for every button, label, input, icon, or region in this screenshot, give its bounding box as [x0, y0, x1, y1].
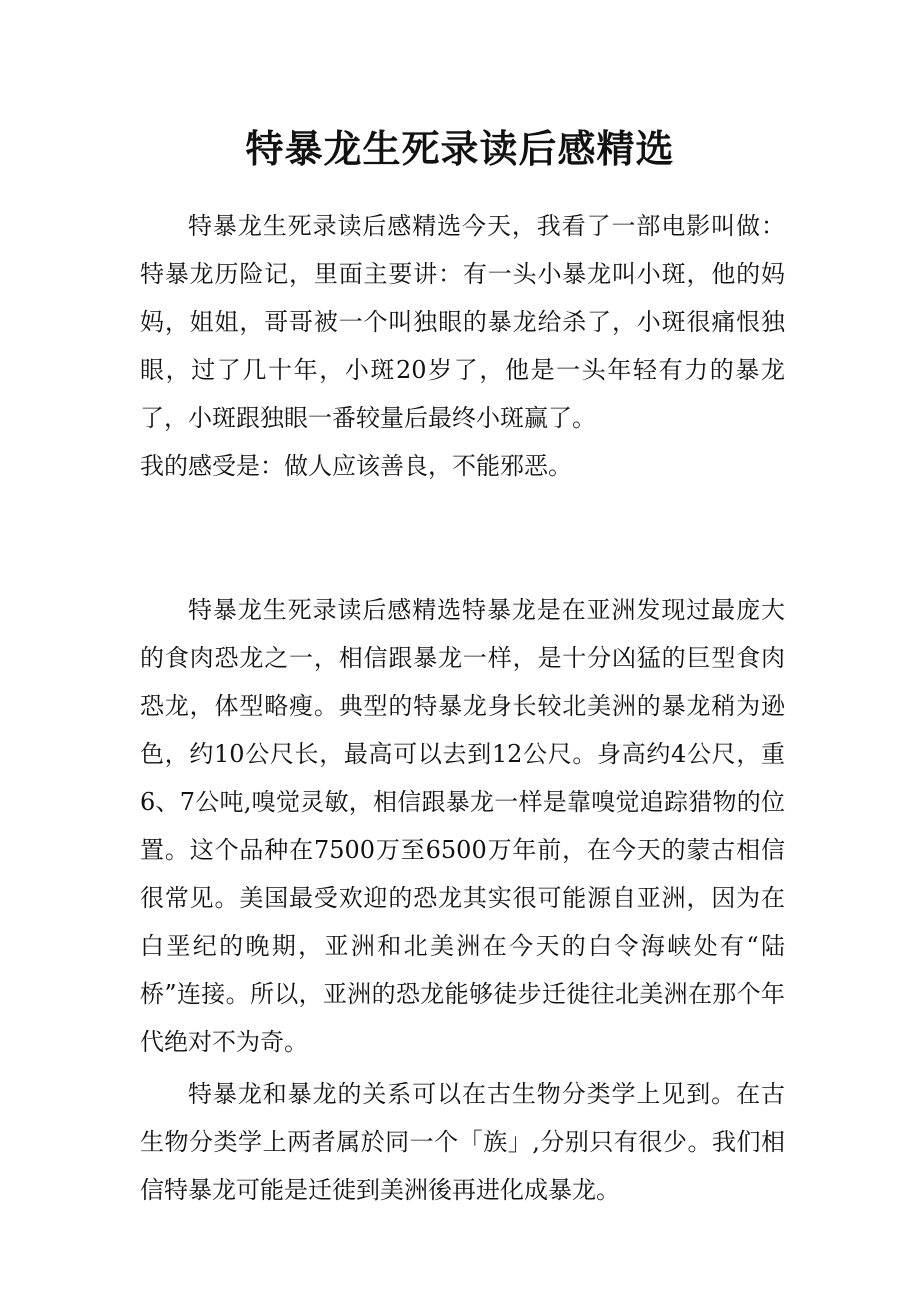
- paragraph-tarbosaurus-description: 特暴龙生死录读后感精选特暴龙是在亚洲发现过最庞大的食肉恐龙之一，相信跟暴龙一样，是十分凶猛的巨型食肉恐龙，体型略瘦。典型的特暴龙身长较北美洲的暴龙稍为逊色，约10公尺长，最高可以去到12公尺。身高约4公尺，重6、7公吨,嗅觉灵敏，相信跟暴龙一样是靠嗅觉追踪猎物的位置。这个品种在7500万至6500万年前，在今天的蒙古相信很常见。美国最受欢迎的恐龙其实很可能源自亚洲，因为在白垩纪的晚期，亚洲和北美洲在今天的白令海峡处有“陆桥”连接。所以，亚洲的恐龙能够徒步迁徙往北美洲在那个年代绝对不为奇。: [140, 596, 785, 1056]
- paragraph-feeling: 我的感受是：做人应该善良，不能邪恶。: [140, 452, 572, 480]
- paragraph-classification: 特暴龙和暴龙的关系可以在古生物分类学上见到。在古生物分类学上两者属於同一个「族」,分别只有很少。我们相信特暴龙可能是迁徙到美洲後再进化成暴龙。: [140, 1080, 785, 1204]
- document-body: [140, 202, 785, 1214]
- paragraph-movie-summary: 特暴龙生死录读后感精选今天，我看了一部电影叫做：特暴龙历险记，里面主要讲：有一头小暴龙叫小斑，他的妈妈，姐姐，哥哥被一个叫独眼的暴龙给杀了，小斑很痛恨独眼，过了几十年，小斑20岁了，他是一头年轻有力的暴龙了，小斑跟独眼一番较量后最终小斑赢了。: [140, 212, 785, 432]
- paragraph-spacer: [140, 490, 785, 538]
- document-title: 特暴龙生死录读后感精选: [245, 126, 675, 171]
